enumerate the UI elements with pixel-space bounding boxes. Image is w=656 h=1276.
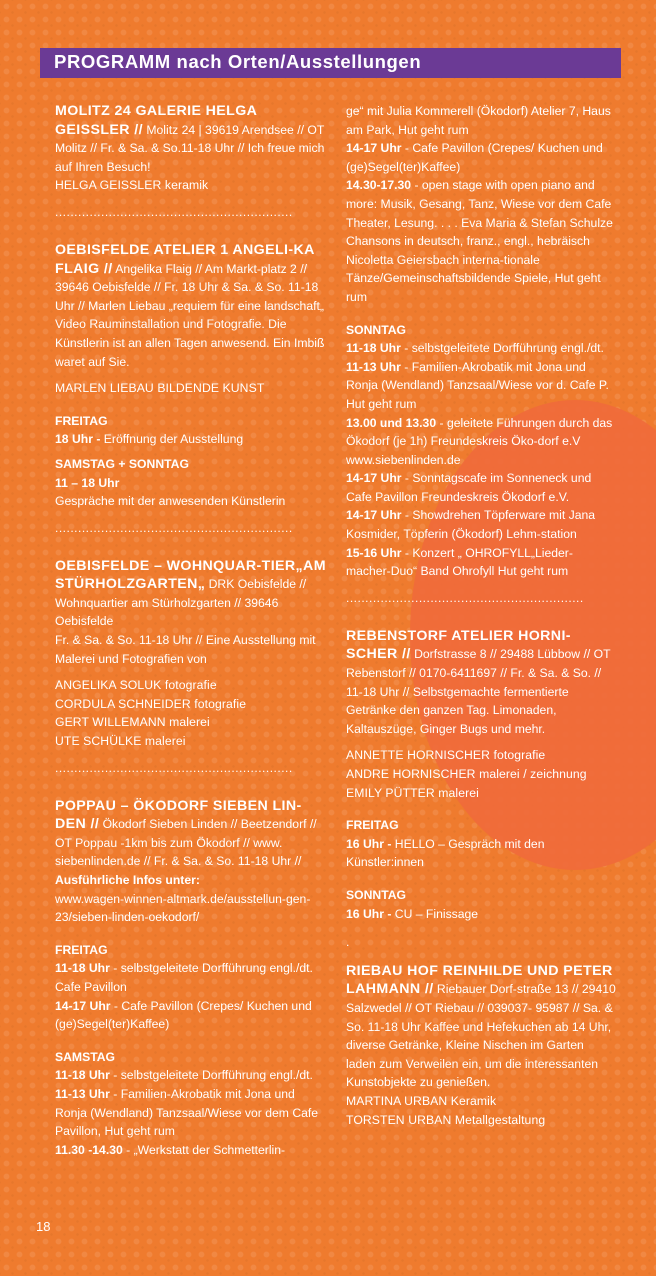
schedule-entry: 11 – 18 Uhr: [55, 475, 120, 490]
divider: ..............................................................: [55, 520, 293, 535]
listing-molitz: [55, 102, 330, 195]
stray-dot: .: [346, 935, 350, 950]
listing-oebisfelde-atelier: [55, 241, 330, 511]
day-label: SONNTAG: [346, 887, 407, 902]
listing-oebisfelde-wohnquartier: [55, 557, 330, 751]
artist-name: MARTINA URBAN Keramik: [346, 1093, 497, 1108]
listing-heading: RIEBAU HOF REINHILDE UND PETER LAHMANN //: [346, 962, 613, 998]
listing-body: Fr. & Sa. & So. 11-18 Uhr // Eine Ausstellung mit Malerei und Fotografien von: [55, 633, 316, 666]
listing-body: Angelika Flaig // Am Markt-platz 2 // 39646 Oebisfelde // Fr. 18 Uhr & Sa. & So. 11-18 Uhr // Marlen Liebau „requiem für eine landschaft„ Video Rauminstallation und Fotografie. Die Künstlerin ist an allen Tagen anwesend. Ein Imbiß waret auf Sie.: [55, 261, 325, 369]
listing-heading: MOLITZ 24 GALERIE HELGA GEISSLER //: [55, 103, 257, 138]
left-column: [55, 102, 330, 1159]
info-link[interactable]: www.wagen-winnen-altmark.de/ausstellun-gen-23/sieben-linden-oekodorf/: [55, 891, 311, 925]
day-label: FREITAG: [55, 942, 108, 957]
day-label: SAMSTAG: [55, 1049, 116, 1064]
schedule-entry: 14.30-17.30 - open stage with open piano and more: Musik, Gesang, Tanz, Wiese vor dem Cafe Theater, Lesung. . . . Eva Maria & Stefan Schulze Chansons in deutsch, franz., engl., hebräisch Nicoletta Geiersbach interna-tionale Tänze/Gemeinschaftsbildende Spiele, Hut geht rum: [346, 178, 613, 304]
listing-heading: OEBISFELDE ATELIER 1 ANGELI-KA FLAIG //: [55, 241, 315, 277]
artist-name: CORDULA SCHNEIDER fotografie: [55, 696, 247, 711]
day-label: FREITAG: [55, 413, 108, 428]
divider: ..............................................................: [346, 590, 584, 605]
artist-name: TORSTEN URBAN Metallgestaltung: [346, 1112, 546, 1127]
listing-heading: REBENSTORF ATELIER HORNI-SCHER //: [346, 627, 571, 663]
artist-name: MARLEN LIEBAU BILDENDE KUNST: [55, 381, 265, 396]
divider: ..............................................................: [55, 760, 293, 775]
page-number: 18: [36, 1219, 51, 1234]
schedule-entry: 11-18 Uhr - selbstgeleitete Dorfführung engl./dt. Cafe Pavillon: [55, 961, 313, 994]
page-title: PROGRAMM nach Orten/Ausstellungen: [54, 51, 422, 72]
divider: ..............................................................: [55, 204, 293, 219]
schedule-entry: 14-17 Uhr - Cafe Pavillon (Crepes/ Kuchen und (ge)Segel(ter)Kaffee): [346, 141, 603, 174]
right-column: [346, 102, 616, 1129]
schedule-entry: 14-17 Uhr - Cafe Pavillon (Crepes/ Kuchen und (ge)Segel(ter)Kaffee): [55, 998, 312, 1032]
listing-body: Riebauer Dorf-straße 13 // 29410 Salzwedel // OT Riebau // 039037- 95987 // Sa. & So. 11-18 Uhr Kaffee und Hefekuchen ab 14 Uhr, diverse Getränke, Kleine Nischen im Garten laden zum Verweilen ein, um die interessanten Kunstobjekte zu genießen.: [346, 982, 616, 1090]
schedule-entry: 13.00 und 13.30 - geleitete Führungen durch das Ökodorf (je 1h) Freundeskreis Öko-dorf e.V www.siebenlinden.de: [346, 415, 613, 467]
artist-name: EMILY PÜTTER malerei: [346, 785, 479, 800]
artist-name: ANGELIKA SOLUK fotografie: [55, 678, 217, 693]
listing-body: Molitz 24 | 39619 Arendsee // OT Molitz // Fr. & Sa. & So.11-18 Uhr // Ich freue mich auf Ihren Besuch!: [55, 122, 325, 174]
artist-name: ANDRE HORNISCHER malerei / zeichnung: [346, 767, 587, 781]
schedule-entry: 11.30 -14.30 - „Werkstatt der Schmetterlin-: [55, 1142, 286, 1157]
listing-riebau: [346, 962, 616, 1129]
listing-body: Ökodorf Sieben Linden // Beetzendorf // OT Poppau -1km bis zum Ökodorf // www. siebenlinden.de // Fr. & Sa. & So. 11-18 Uhr //: [55, 817, 317, 869]
artist-name: GERT WILLEMANN malerei: [55, 715, 210, 730]
listing-heading: OEBISFELDE – WOHNQUAR-TIER„AM STÜRHOLZGARTEN„: [55, 557, 326, 593]
schedule-entry: 16 Uhr - HELLO – Gespräch mit den Künstler:innen: [346, 836, 545, 870]
day-label: SONNTAG: [346, 322, 407, 337]
artist-name: UTE SCHÜLKE malerei: [55, 734, 186, 749]
schedule-entry: 11-13 Uhr - Familien-Akrobatik mit Jona und Ronja (Wendland) Tanzsaal/Wiese vor dem Cafe Pavillon, Hut geht rum: [55, 1086, 319, 1139]
schedule-entry: 14-17 Uhr - Showdrehen Töpferware mit Jana Kosmider, Töpferin (Ökodorf) Lehm-station: [346, 508, 596, 542]
schedule-entry: Gespräche mit der anwesenden Künstlerin: [55, 494, 286, 509]
listing-body: DRK Oebisfelde // Wohnquartier am Stürholzgarten // 39646 Oebisfelde: [55, 577, 307, 629]
listing-poppau-continued: [346, 102, 616, 581]
schedule-entry: 11-13 Uhr - Familien-Akrobatik mit Jona und Ronja (Wendland) Tanzsaal/Wiese vor d. Cafe P. Hut geht rum: [346, 359, 609, 411]
listing-body: ge“ mit Julia Kommerell (Ökodorf) Atelier 7, Haus am Park, Hut geht rum: [346, 104, 611, 137]
day-label: FREITAG: [346, 818, 399, 833]
artist-name: HELGA GEISSLER keramik: [55, 178, 209, 193]
schedule-entry: 18 Uhr - Eröffnung der Ausstellung: [55, 432, 244, 447]
schedule-entry: 11-18 Uhr - selbstgeleitete Dorfführung engl./dt.: [55, 1068, 313, 1083]
info-label: Ausführliche Infos unter:: [55, 873, 200, 887]
schedule-entry: 16 Uhr - CU – Finissage: [346, 906, 479, 921]
listing-poppau: [55, 797, 330, 1160]
schedule-entry: 15-16 Uhr - Konzert „ OHROFYLL„Lieder-macher-Duo“ Band Ohrofyll Hut geht rum: [346, 545, 573, 579]
artist-name: ANNETTE HORNISCHER fotografie: [346, 748, 546, 763]
listing-rebenstorf: [346, 627, 616, 952]
schedule-entry: 14-17 Uhr - Sonntagscafe im Sonneneck und Cafe Pavillon Freundeskreis Ökodorf e.V.: [346, 471, 592, 504]
listing-heading: POPPAU – ÖKODORF SIEBEN LIN-DEN //: [55, 797, 302, 833]
listing-body: Dorfstrasse 8 // 29488 Lübbow // OT Rebenstorf // 0170-6411697 // Fr. & Sa. & So. // 11-18 Uhr // Selbstgemachte fermentierte Getränke den ganzen Tag. Limonaden, Kaltauszüge, Ginger Bugs und mehr.: [346, 647, 611, 736]
day-label: SAMSTAG + SONNTAG: [55, 456, 189, 471]
schedule-entry: 11-18 Uhr - selbstgeleitete Dorfführung engl./dt.: [346, 341, 604, 356]
